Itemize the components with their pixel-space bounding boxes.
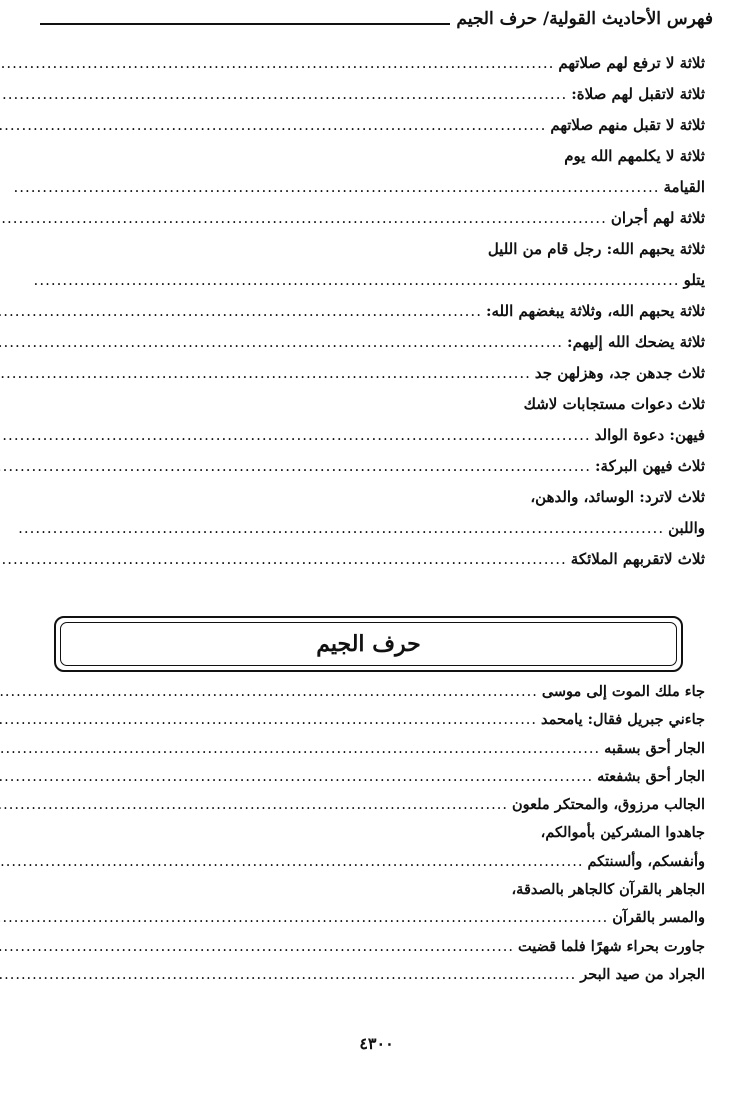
index-entry	[0, 265, 705, 296]
index-entry	[0, 79, 705, 110]
index-entry	[0, 420, 705, 451]
index-entry	[0, 327, 705, 358]
index-entry-line: ثلاثة يحبهم الله: رجل قام من الليل	[487, 240, 705, 258]
entry-text: فيهن: دعوة الوالد	[594, 426, 705, 444]
index-entry	[0, 203, 705, 234]
index-entry	[0, 735, 705, 763]
index-entry	[0, 172, 705, 203]
index-entry	[0, 791, 705, 819]
leader-dots	[0, 203, 607, 234]
top-section	[40, 48, 713, 594]
leader-dots	[0, 706, 537, 734]
leader-dots	[0, 48, 554, 79]
entry-text: الجار أحق بشفعته	[597, 767, 705, 785]
leader-dots	[0, 327, 563, 358]
leader-dots	[0, 933, 514, 961]
entry-text: ثلاثة لاتقبل لهم صلاة:	[571, 85, 705, 103]
index-entry	[0, 904, 705, 932]
header-title: فهرس الأحاديث القولية/ حرف الجيم	[456, 9, 713, 29]
entry-text: ثلاثة يحبهم الله، وثلاثة يبغضهم الله:	[485, 302, 705, 320]
entry-text: ثلاثة يضحك الله إليهم:	[567, 333, 705, 351]
index-entry	[0, 451, 705, 482]
page-number: ٤٣٠٠	[359, 1034, 394, 1053]
leader-dots	[0, 513, 664, 544]
index-entry	[0, 296, 705, 327]
section-title: حرف الجيم	[316, 631, 421, 657]
index-entry	[0, 763, 705, 791]
leader-dots	[0, 544, 567, 575]
index-entry	[0, 933, 705, 961]
leader-dots	[0, 79, 567, 110]
entry-text: وأنفسكم، وألسنتكم	[587, 852, 705, 870]
index-entry	[0, 358, 705, 389]
bottom-section	[40, 678, 713, 1018]
entry-text: القيامة	[663, 178, 705, 196]
index-entry	[0, 961, 705, 989]
leader-dots	[0, 904, 608, 932]
index-entry	[0, 544, 705, 575]
leader-dots	[0, 735, 600, 763]
leader-dots	[0, 296, 482, 327]
leader-dots	[0, 110, 546, 141]
entry-text: واللبن	[668, 519, 705, 537]
leader-dots	[0, 791, 508, 819]
leader-dots	[0, 961, 576, 989]
leader-dots	[0, 172, 660, 203]
entry-text: الجراد من صيد البحر	[580, 965, 705, 983]
bottom-right-column	[0, 678, 713, 1018]
index-entry	[0, 706, 705, 734]
index-entry	[0, 513, 705, 544]
leader-dots	[0, 763, 593, 791]
leader-dots	[0, 848, 583, 876]
entry-text: ثلاثة لا تقبل منهم صلاتهم	[550, 116, 705, 134]
leader-dots	[0, 358, 531, 389]
index-entry-line: ثلاثة لا يكلمهم الله يوم	[564, 147, 705, 165]
entry-text: ثلاثة لا ترفع لهم صلاتهم	[558, 54, 705, 72]
entry-text: ثلاث لاتقربهم الملائكة	[570, 550, 705, 568]
entry-text: ثلاث فيهن البركة:	[595, 457, 705, 475]
entry-text: ثلاث جدهن جد، وهزلهن جد	[534, 364, 705, 382]
index-entry	[0, 110, 705, 141]
index-entry-line: الجاهر بالقرآن كالجاهر بالصدقة،	[511, 881, 705, 899]
index-entry	[0, 48, 705, 79]
index-entry	[0, 848, 705, 876]
leader-dots	[0, 420, 591, 451]
index-entry-line: ثلاث لاترد: الوسائد، والدهن،	[530, 488, 705, 506]
leader-dots	[0, 678, 538, 706]
entry-text: جاء ملك الموت إلى موسى	[541, 683, 705, 700]
section-heading-box	[54, 616, 683, 672]
page-header	[40, 6, 713, 32]
header-rule	[40, 23, 450, 25]
entry-text: جاءني جبريل فقال: يامحمد	[541, 711, 705, 729]
top-right-column	[0, 48, 713, 594]
entry-text: جاورت بحراء شهرًا فلما قضيت	[518, 937, 705, 955]
entry-text: الجالب مرزوق، والمحتكر ملعون	[511, 796, 705, 814]
entry-text: يتلو	[683, 271, 705, 289]
leader-dots	[0, 265, 680, 296]
leader-dots	[0, 451, 591, 482]
entry-text: الجار أحق بسقبه	[604, 739, 705, 757]
index-entry-line: ثلاث دعوات مستجابات لاشك	[523, 395, 705, 413]
index-entry	[0, 678, 705, 706]
entry-text: والمسر بالقرآن	[612, 909, 705, 927]
index-entry-line: جاهدوا المشركين بأموالكم،	[540, 824, 705, 842]
entry-text: ثلاثة لهم أجران	[610, 209, 705, 227]
